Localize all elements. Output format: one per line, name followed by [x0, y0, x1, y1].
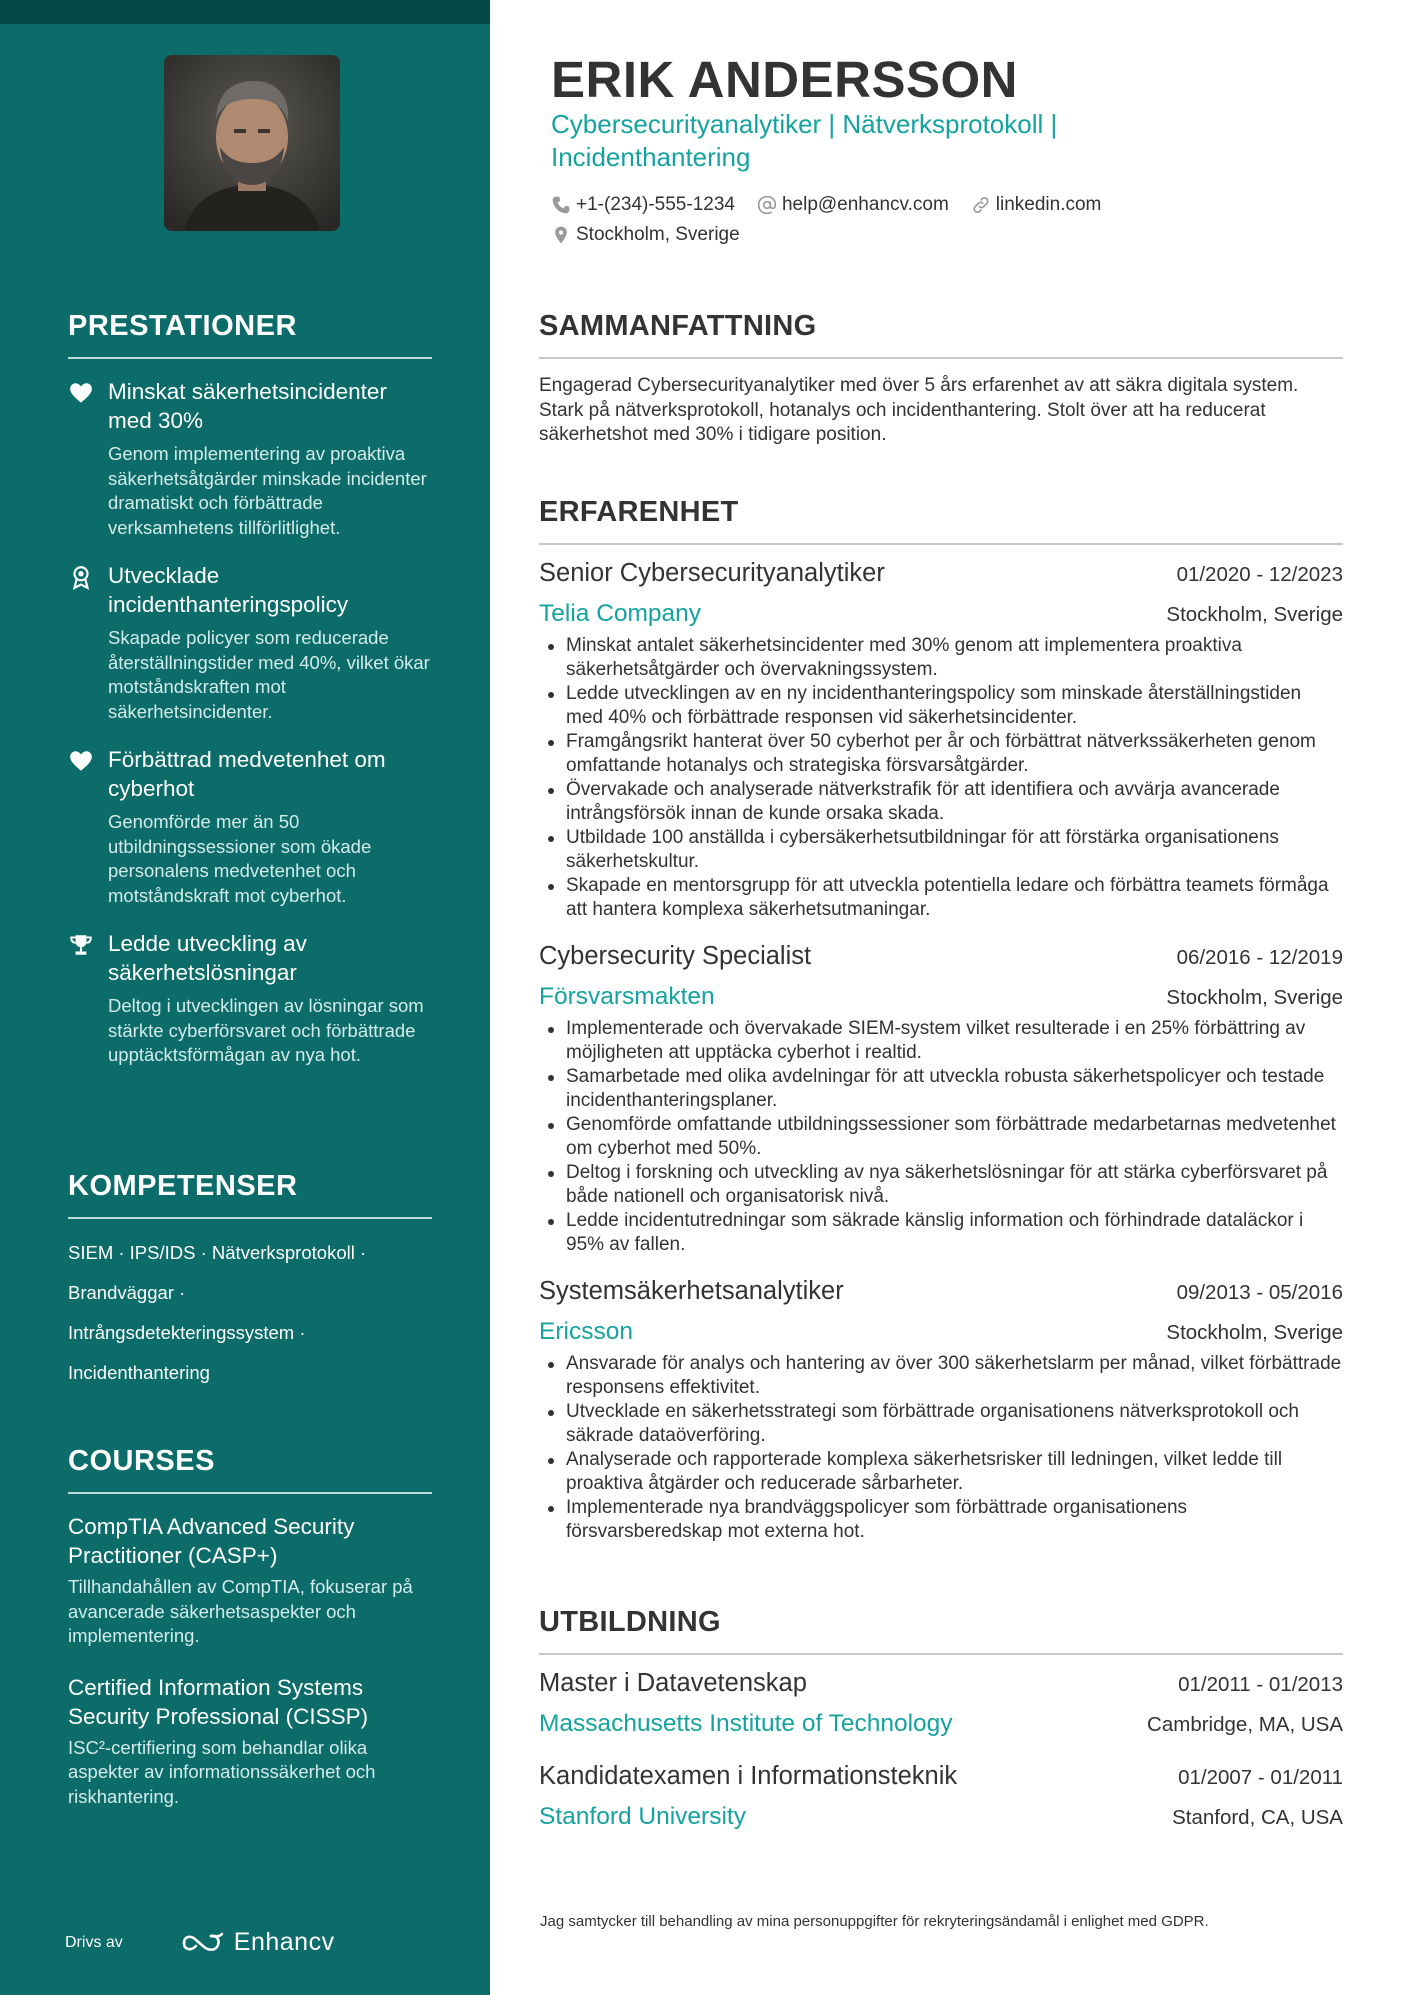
achievement-title: Ledde utveckling av säkerhetslösningar [108, 931, 307, 985]
contact-row [551, 194, 1123, 216]
phone-icon [551, 195, 571, 215]
job-bullet: Utbildade 100 anställda i cybersäkerhetsutbildningar för att förstärka organisationens säkerhetskultur. [539, 826, 1343, 874]
job-location: Stockholm, Sverige [1166, 986, 1343, 1009]
linkedin-text: linkedin.com [995, 194, 1102, 215]
job-bullet: Ledde utvecklingen av en ny incidenthanteringspolicy som minskade återställningstiden med 40% och förbättrade responsen vid säkerhetsincidenter. [539, 682, 1343, 730]
job-company: Försvarsmakten [539, 983, 715, 1010]
job-bullet: Utvecklade en säkerhetsstrategi som förbättrade organisationens nätverksprotokoll och säkrade dataöverföring. [539, 1400, 1343, 1448]
job-bullet: Analyserade och rapporterade komplexa säkerhetsrisker till ledningen, vilket ledde till proaktiva åtgärder och reducerade sårbarheter. [539, 1448, 1343, 1496]
candidate-headline: Cybersecurityanalytiker | Nätverksprotokoll | Incidenthantering [551, 109, 1058, 172]
achievement-title: Förbättrad medvetenhet om cyberhot [108, 747, 386, 801]
education-dates: 01/2011 - 01/2013 [1178, 1673, 1343, 1696]
job-company: Telia Company [539, 600, 702, 627]
skills-line: Brandväggar · [68, 1282, 186, 1303]
course-item [68, 1512, 432, 1649]
education-dates: 01/2007 - 01/2011 [1178, 1766, 1343, 1789]
job-bullet: Implementerade och övervakade SIEM-system vilket resulterade i en 25% förbättring av möjligheten att upptäcka cyberhot i realtid. [539, 1017, 1343, 1065]
gdpr-consent: Jag samtycker till behandling av mina personuppgifter för rekryteringsändamål i enlighet med GDPR. [540, 1913, 1209, 1930]
job-bullet: Skapade en mentorsgrupp för att utveckla potentiella ledare och förbättra teamets förmåga att hantera komplexa säkerhetsutmaningar. [539, 874, 1343, 922]
job-dates: 06/2016 - 12/2019 [1176, 946, 1343, 969]
education-heading: UTBILDNING [539, 1606, 1343, 1655]
job-dates: 09/2013 - 05/2016 [1176, 1281, 1343, 1304]
job-title: Systemsäkerhetsanalytiker [539, 1277, 844, 1305]
achievement-item [68, 561, 432, 724]
email-text: help@enhancv.com [781, 194, 949, 215]
job-title: Cybersecurity Specialist [539, 942, 812, 970]
experience-heading: ERFARENHET [539, 496, 1343, 545]
job-dates: 01/2020 - 12/2023 [1176, 563, 1343, 586]
contact-phone[interactable] [551, 194, 735, 216]
experience-section [539, 496, 1343, 1544]
job-bullets [539, 1352, 1343, 1544]
job-bullet: Övervakade och analyserade nätverkstrafik för att identifiera och avvärja avancerade intrångsförsök innan de kunde orsaka skada. [539, 778, 1343, 826]
link-icon [971, 195, 991, 215]
location-pin-icon [551, 225, 571, 245]
courses-heading: COURSES [68, 1445, 432, 1494]
job-bullet: Framgångsrikt hanterat över 50 cyberhot per år och förbättrat nätverkssäkerheten genom omfattande hotanalys och strategiska försvarsåtgärder. [539, 730, 1343, 778]
powered-by [65, 1928, 335, 1957]
contact-linkedin[interactable] [971, 194, 1102, 216]
job-bullet: Samarbetade med olika avdelningar för att utveckla robusta säkerhetspolicyer och testade incidenthanteringsplaner. [539, 1065, 1343, 1113]
heart-icon [68, 380, 94, 406]
job-location: Stockholm, Sverige [1166, 603, 1343, 626]
course-title: CompTIA Advanced Security Practitioner (CASP+) [68, 1514, 355, 1568]
enhancv-logo-icon [180, 1931, 226, 1955]
job-title: Senior Cybersecurityanalytiker [539, 559, 885, 587]
education-section [539, 1606, 1343, 1831]
phone-text: +1-(234)-555-1234 [576, 194, 735, 215]
powered-by-label: Drivs av [65, 1933, 123, 1951]
course-item [68, 1673, 432, 1810]
job-bullets [539, 634, 1343, 922]
job-bullets [539, 1017, 1343, 1257]
skills-line: Intrångsdetekteringssystem · [68, 1322, 306, 1343]
school-name: Stanford University [539, 1803, 746, 1830]
job-bullet: Ledde incidentutredningar som säkrade känslig information och förhindrade dataläckor i 95% av fallen. [539, 1209, 1343, 1257]
summary-section [539, 310, 1343, 448]
job-bullet: Genomförde omfattande utbildningssessioner som förbättrade medarbetarnas medvetenhet om cyberhot med 50%. [539, 1113, 1343, 1161]
job-location: Stockholm, Sverige [1166, 1321, 1343, 1344]
job-bullet: Deltog i forskning och utveckling av nya säkerhetslösningar för att stärka cyberförsvaret på både nationell och organisatorisk nivå. [539, 1161, 1343, 1209]
course-desc: Tillhandahållen av CompTIA, fokuserar på avancerade säkerhetsaspekter och implementering. [68, 1576, 413, 1646]
skills-line: SIEM · IPS/IDS · Nätverksprotokoll · [68, 1242, 367, 1263]
achievement-desc: Genom implementering av proaktiva säkerhetsåtgärder minskade incidenter dramatiskt och förbättrade verksamhetens tillförlitlighet. [108, 443, 427, 538]
achievements-heading: PRESTATIONER [68, 310, 432, 359]
skills-section [68, 1170, 432, 1393]
job-entry [539, 559, 1343, 922]
degree-title: Kandidatexamen i Informationsteknik [539, 1762, 958, 1790]
school-name: Massachusetts Institute of Technology [539, 1710, 953, 1737]
school-location: Stanford, CA, USA [1172, 1806, 1343, 1829]
school-location: Cambridge, MA, USA [1147, 1713, 1343, 1736]
job-entry [539, 1277, 1343, 1544]
courses-section [68, 1445, 432, 1809]
sidebar-top-bar [0, 0, 490, 24]
trophy-icon [68, 932, 94, 958]
heart-icon [68, 748, 94, 774]
achievement-title: Minskat säkerhetsincidenter med 30% [108, 379, 387, 433]
candidate-name: ERIK ANDERSSON [551, 51, 1018, 108]
achievement-desc: Skapade policyer som reducerade återställningstider med 40%, vilket ökar motståndskraften mot säkerhetsincidenter. [108, 627, 430, 722]
job-company: Ericsson [539, 1318, 633, 1345]
education-entry [539, 1762, 1343, 1831]
profile-photo [164, 55, 340, 231]
job-bullet: Implementerade nya brandväggspolicyer som förbättrade organisationens försvarsberedskap mot externa hot. [539, 1496, 1343, 1544]
achievement-item [68, 929, 432, 1068]
achievement-item [68, 377, 432, 540]
course-desc: ISC²-certifiering som behandlar olika aspekter av informationssäkerhet och riskhantering. [68, 1736, 376, 1807]
contact-row-2 [551, 224, 762, 246]
achievement-desc: Genomförde mer än 50 utbildningssessioner som ökade personalens medvetenhet och motståndskraft mot cyberhot. [108, 811, 372, 906]
contact-location [551, 224, 740, 246]
summary-heading: SAMMANFATTNING [539, 310, 1343, 359]
summary-text: Engagerad Cybersecurityanalytiker med över 5 års erfarenhet av att säkra digitala system. Stark på nätverksprotokoll, hotanalys och incidenthantering. Stolt över att ha reducerat säkerhetshot med 30% i tidigare position. [539, 375, 1299, 445]
skills-line: Incidenthantering [68, 1362, 210, 1383]
skills-heading: KOMPETENSER [68, 1170, 432, 1219]
degree-title: Master i Datavetenskap [539, 1669, 807, 1697]
achievements-section [68, 310, 432, 1068]
achievement-item [68, 745, 432, 908]
at-icon [757, 195, 777, 215]
sidebar [0, 0, 490, 1995]
location-text: Stockholm, Sverige [576, 224, 740, 245]
achievement-title: Utvecklade incidenthanteringspolicy [108, 563, 349, 617]
job-bullet: Ansvarade för analys och hantering av över 300 säkerhetslarm per månad, vilket förbättrade responsens effektivitet. [539, 1352, 1343, 1400]
course-title: Certified Information Systems Security Professional (CISSP) [68, 1674, 369, 1729]
enhancv-logo[interactable] [180, 1928, 335, 1957]
achievement-desc: Deltog i utvecklingen av lösningar som stärkte cyberförsvaret och förbättrade upptäcktsförmågan av nya hot. [108, 995, 424, 1065]
job-bullet: Minskat antalet säkerhetsincidenter med 30% genom att implementera proaktiva säkerhetsåtgärder och övervakningssystem. [539, 634, 1343, 682]
enhancv-logo-text: Enhancv [233, 1928, 335, 1956]
job-entry [539, 942, 1343, 1257]
contact-email[interactable] [757, 194, 949, 216]
education-entry [539, 1669, 1343, 1738]
award-icon [68, 564, 94, 590]
skills-list [68, 1233, 432, 1393]
